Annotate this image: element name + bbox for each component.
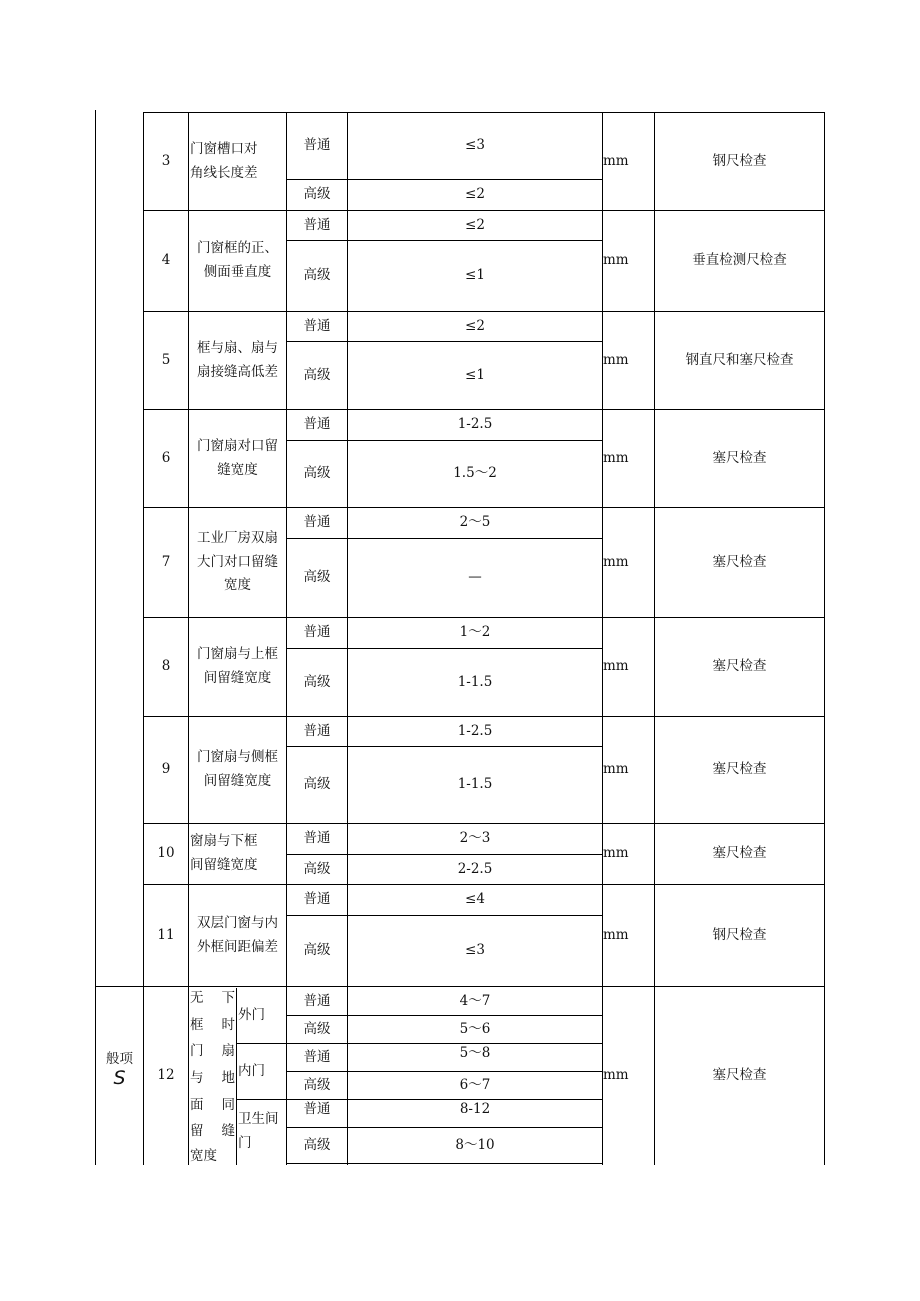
- item-name: 框与扇、扇与 扇接缝高低差: [197, 339, 278, 380]
- item-name-line: 与 地: [190, 1069, 235, 1086]
- grade-high-label: 高级: [303, 776, 331, 793]
- high-tolerance: —: [468, 569, 482, 586]
- grade-high-label: 高级: [303, 942, 331, 959]
- normal-tolerance: 1-2.5: [457, 416, 493, 433]
- column-rule-door-type: [236, 988, 237, 1165]
- normal-tolerance: 1～2: [459, 624, 491, 641]
- unit: mm: [603, 845, 629, 862]
- item-name-line: 留 缝: [190, 1123, 235, 1140]
- grade-high-label: 高级: [303, 1020, 331, 1037]
- grade-normal-label: 普通: [303, 317, 331, 334]
- normal-tolerance: ≤3: [465, 137, 485, 154]
- table-border-right: [824, 112, 825, 1165]
- inspection-method: 钢尺检查: [712, 152, 767, 169]
- inspection-method: 垂直检测尺检查: [692, 252, 787, 269]
- grade-normal-label: 普通: [303, 992, 331, 1009]
- grade-high-label: 高级: [303, 186, 331, 203]
- grade-normal-label: 普通: [303, 416, 331, 433]
- unit: mm: [603, 351, 629, 368]
- high-tolerance: 8～10: [455, 1136, 495, 1153]
- grade-normal-label: 普通: [303, 137, 331, 154]
- item-name: 门窗扇与上框 间留缝宽度: [197, 646, 278, 686]
- item-number: 3: [161, 152, 171, 169]
- inspection-method: 塞尺检查: [712, 658, 767, 675]
- item-number: 5: [161, 351, 171, 368]
- high-tolerance: ≤1: [465, 366, 485, 383]
- grade-high-label: 高级: [303, 267, 331, 284]
- grade-normal-label: 普通: [303, 1101, 331, 1118]
- item-number: 4: [161, 252, 171, 269]
- high-tolerance: 1-1.5: [457, 776, 493, 793]
- grade-normal-label: 普通: [303, 514, 331, 531]
- category-mark: S: [113, 1066, 126, 1089]
- row-bottom-rule: [286, 1163, 603, 1164]
- item-number: 6: [161, 449, 171, 466]
- grade-normal-label: 普通: [303, 1048, 331, 1065]
- category-name: 般项: [106, 1051, 133, 1068]
- door-type-interior: 内门: [238, 1062, 265, 1079]
- unit: mm: [603, 926, 629, 943]
- unit: mm: [603, 658, 629, 675]
- inspection-method: 钢尺检查: [712, 926, 767, 943]
- item-number: 10: [157, 845, 175, 862]
- grade-normal-label: 普通: [303, 216, 331, 233]
- item-name-line: 宽度: [190, 1147, 217, 1164]
- item-name-line: 面 同: [190, 1096, 235, 1113]
- grade-normal-label: 普通: [303, 624, 331, 641]
- normal-tolerance: 2～5: [459, 514, 491, 531]
- unit: mm: [603, 152, 629, 169]
- normal-tolerance: ≤4: [465, 891, 485, 908]
- grade-high-label: 高级: [303, 673, 331, 690]
- normal-tolerance: 4～7: [459, 992, 491, 1009]
- door-type-bathroom: 卫生间 门: [238, 1111, 279, 1151]
- item-name: 双层门窗与内 外框间距偏差: [197, 914, 278, 955]
- normal-tolerance: 2～3: [459, 830, 491, 847]
- item-number: 8: [161, 658, 171, 675]
- high-tolerance: 5～6: [459, 1020, 491, 1037]
- high-tolerance: ≤3: [465, 942, 485, 959]
- item-name-line: 无 下: [190, 990, 235, 1006]
- grade-high-label: 高级: [303, 1076, 331, 1093]
- item-name: 工业厂房双扇 大门对口留缝 宽度: [197, 530, 278, 594]
- unit: mm: [603, 252, 629, 269]
- inspection-method: 钢直尺和塞尺检查: [685, 351, 794, 368]
- unit: mm: [603, 449, 629, 466]
- item-name-line: 框 时: [190, 1016, 235, 1033]
- item-name: 窗扇与下框 间留缝宽度: [190, 833, 258, 873]
- item-number: 12: [157, 1067, 175, 1084]
- unit: mm: [603, 1067, 629, 1084]
- inspection-method: 塞尺检查: [712, 553, 767, 570]
- grade-normal-label: 普通: [303, 891, 331, 908]
- high-tolerance: 6～7: [459, 1076, 491, 1093]
- grade-normal-label: 普通: [303, 722, 331, 739]
- item-name: [190, 988, 235, 1164]
- inspection-method: 塞尺检查: [712, 761, 767, 778]
- normal-tolerance: 8-12: [459, 1101, 491, 1118]
- inspection-method: 塞尺检查: [712, 845, 767, 862]
- high-tolerance: 2-2.5: [457, 860, 493, 877]
- grade-high-label: 高级: [303, 1136, 331, 1153]
- inspection-method: 塞尺检查: [712, 449, 767, 466]
- unit: mm: [603, 553, 629, 570]
- item-name: 门窗槽口对 角线长度差: [190, 140, 258, 181]
- high-tolerance: ≤1: [465, 267, 485, 284]
- category-label: [96, 1040, 143, 1100]
- item-number: 9: [161, 761, 171, 778]
- grade-normal-label: 普通: [303, 830, 331, 847]
- item-number: 11: [157, 926, 175, 943]
- normal-tolerance: ≤2: [465, 317, 485, 334]
- normal-tolerance: 5～8: [459, 1045, 491, 1062]
- high-tolerance: 1-1.5: [457, 673, 493, 690]
- door-type-exterior: 外门: [238, 1006, 265, 1023]
- table-border-left: [95, 110, 96, 1165]
- inspection-method: 塞尺检查: [712, 1067, 767, 1084]
- item-name: 门窗框的正、 侧面垂直度: [197, 240, 278, 280]
- grade-high-label: 高级: [303, 366, 331, 383]
- grade-high-label: 高级: [303, 465, 331, 482]
- item-number: 7: [161, 553, 171, 570]
- item-name: 门窗扇与侧框 间留缝宽度: [197, 749, 278, 789]
- normal-tolerance: ≤2: [465, 216, 485, 233]
- unit: mm: [603, 761, 629, 778]
- item-name: 门窗扇对口留 缝宽度: [197, 437, 278, 478]
- high-tolerance: 1.5～2: [453, 465, 497, 482]
- high-tolerance: ≤2: [465, 186, 485, 203]
- item-name-line: 门 扇: [190, 1043, 235, 1060]
- grade-high-label: 高级: [303, 569, 331, 586]
- normal-tolerance: 1-2.5: [457, 722, 493, 739]
- grade-high-label: 高级: [303, 860, 331, 877]
